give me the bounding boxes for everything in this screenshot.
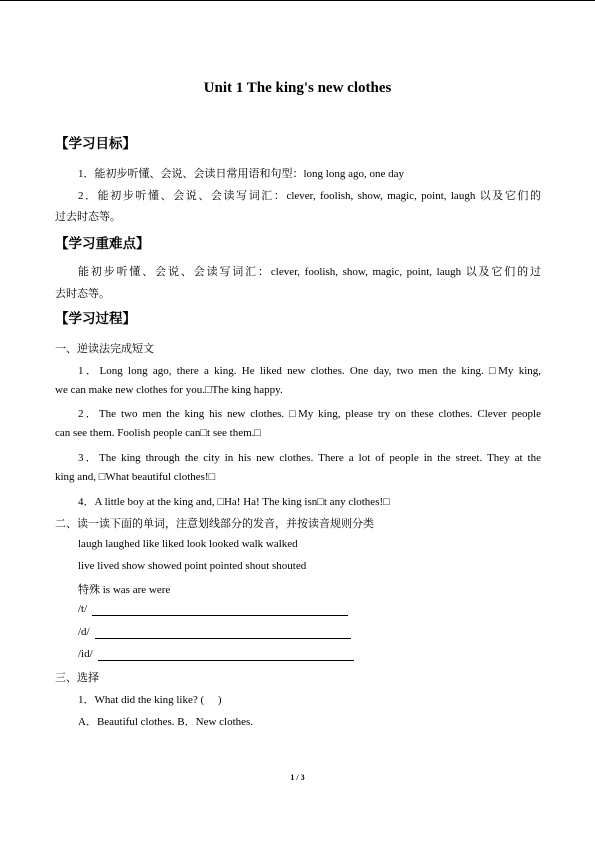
part2-heading: 二、读一读下面的单词，注意划线部分的发音，并按读音规则分类 [55, 518, 374, 530]
word-row-1: laugh laughed like liked look looked walk walked [78, 538, 298, 550]
word-row-2: live lived show showed point pointed shout shouted [78, 560, 307, 572]
goal-item-2-line-2: 过去时态等。 [55, 211, 121, 223]
sound-label-t: /t/ [78, 603, 88, 615]
part1-p3-line-1: 3．The king through the city in his new clothes. There a lot of people in the street. They at the [78, 452, 541, 464]
sound-label-id: /id/ [78, 648, 93, 660]
word-row-3: 特殊 is was are were [78, 584, 171, 596]
part1-p3-line-2: king and, □What beautiful clothes!□ [55, 471, 216, 483]
part1-heading: 一、逆读法完成短文 [55, 343, 154, 355]
sound-label-d: /d/ [78, 626, 90, 638]
answer-line-t[interactable] [92, 615, 348, 616]
part1-p1-line-1: 1．Long long ago, there a king. He liked new clothes. One day, two men the king. □My king, [78, 365, 541, 377]
page-number: 1 / 3 [290, 773, 305, 782]
goal-item-1: 1．能初步听懂、会说、会读日常用语和句型：long long ago, one day [78, 168, 405, 180]
question-1: 1．What did the king like? ( ) [78, 694, 222, 706]
section-heading-focus: 【学习重难点】 [55, 236, 150, 252]
part3-heading: 三、选择 [55, 672, 99, 684]
page-title: Unit 1 The king's new clothes [203, 80, 392, 96]
focus-line-2: 去时态等。 [55, 288, 110, 300]
section-heading-process: 【学习过程】 [55, 311, 136, 327]
answer-line-id[interactable] [98, 660, 354, 661]
question-1-options: A．Beautiful clothes. B．New clothes. [78, 716, 254, 728]
answer-line-d[interactable] [95, 638, 351, 639]
goal-item-2-line-1: 2．能初步听懂、会说、会读写词汇：clever, foolish, show, magic, point, laugh 以及它们的 [78, 190, 541, 202]
focus-line-1: 能初步听懂、会说、会读写词汇：clever, foolish, show, magic, point, laugh 以及它们的过 [78, 266, 541, 278]
part1-p2-line-2: can see them. Foolish people can□t see them.□ [55, 427, 262, 439]
section-heading-goals: 【学习目标】 [55, 136, 136, 152]
part1-p1-line-2: we can make new clothes for you.□The king happy. [55, 384, 283, 396]
part1-p2-line-1: 2．The two men the king his new clothes. □My king, please try on these clothes. Clever people [78, 408, 541, 420]
top-rule [0, 0, 595, 1]
part1-p4: 4．A little boy at the king and, □Ha! Ha! The king isn□t any clothes!□ [78, 496, 390, 508]
